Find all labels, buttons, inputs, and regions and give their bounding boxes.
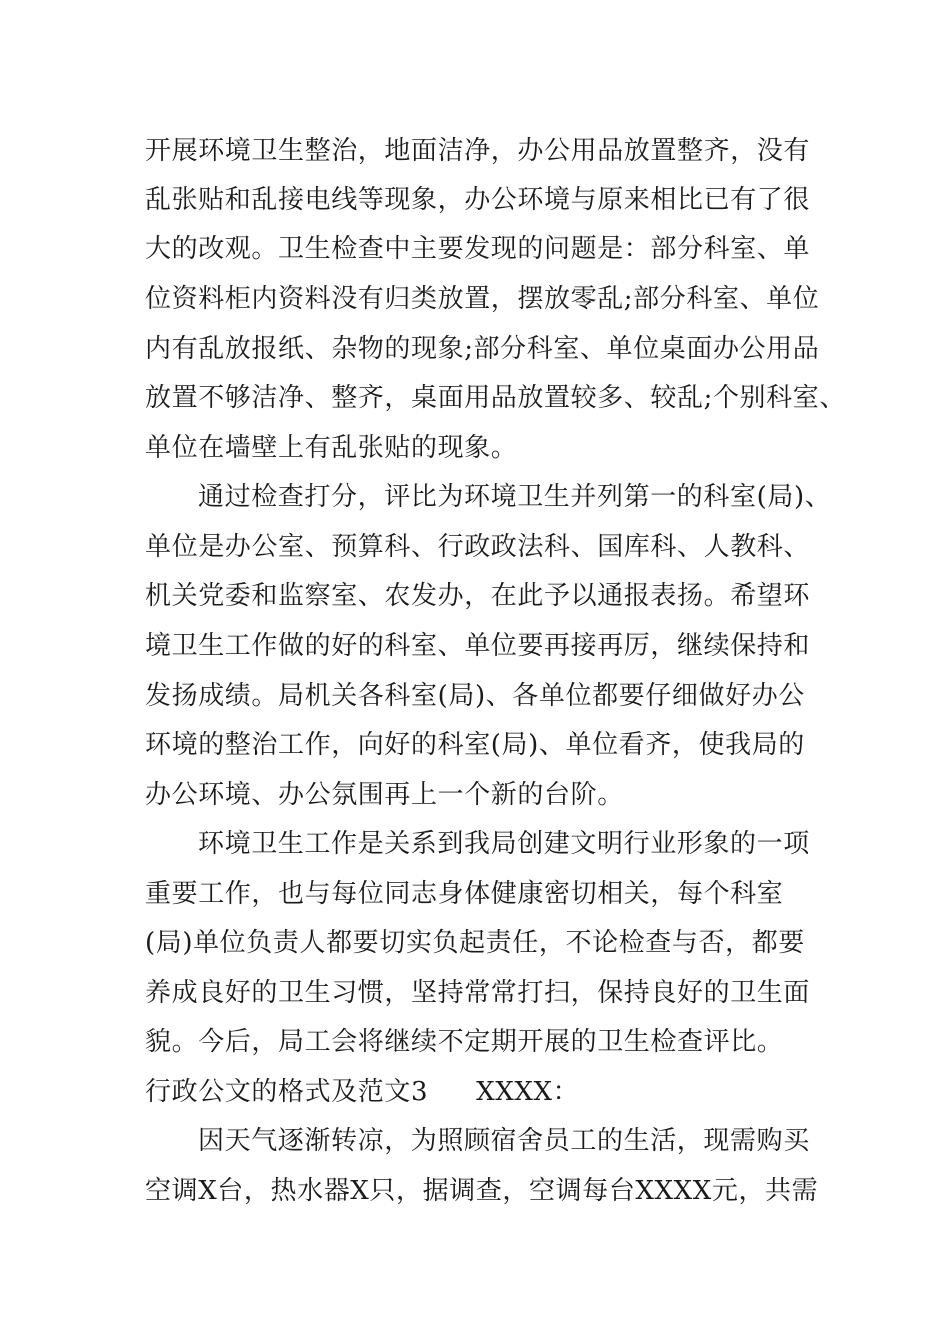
paragraph-line: 重要工作，也与每位同志身体健康密切相关，每个科室 bbox=[145, 879, 784, 909]
paragraph-line: 单位是办公室、预算科、行政政法科、国库科、人教科、 bbox=[145, 532, 811, 562]
paragraph-line: 通过检查打分，评比为环境卫生并列第一的科室(局)、 bbox=[198, 482, 832, 512]
heading-title: 行政公文的格式及范文3 bbox=[145, 1077, 429, 1107]
heading-salutation: XXXX： bbox=[476, 1077, 580, 1107]
paragraph-line: 开展环境卫生整治，地面洁净，办公用品放置整齐，没有 bbox=[145, 136, 811, 166]
paragraph-line: 貌。今后，局工会将继续不定期开展的卫生检查评比。 bbox=[145, 1027, 784, 1057]
paragraph-line: 大的改观。卫生检查中主要发现的问题是：部分科室、单 bbox=[145, 234, 811, 264]
paragraph-line: 因天气逐渐转凉，为照顾宿舍员工的生活，现需购买 bbox=[198, 1126, 810, 1156]
paragraph-line: 放置不够洁净、整齐，桌面用品放置较多、较乱;个别科室、 bbox=[145, 383, 846, 413]
paragraph-line: 境卫生工作做的好的科室、单位要再接再厉，继续保持和 bbox=[145, 631, 811, 661]
paragraph-line: 环境的整治工作，向好的科室(局)、单位看齐，使我局的 bbox=[145, 730, 805, 760]
paragraph-line: 养成良好的卫生习惯，坚持常常打扫，保持良好的卫生面 bbox=[145, 978, 811, 1008]
section-heading bbox=[145, 1076, 579, 1108]
paragraph-line: 乱张贴和乱接电线等现象，办公环境与原来相比已有了很 bbox=[145, 185, 811, 215]
paragraph-line: 位资料柜内资料没有归类放置，摆放零乱;部分科室、单位 bbox=[145, 284, 820, 314]
paragraph-line: 内有乱放报纸、杂物的现象;部分科室、单位桌面办公用品 bbox=[145, 334, 820, 364]
paragraph-line: 单位在墙壁上有乱张贴的现象。 bbox=[145, 433, 518, 463]
paragraph-line: 发扬成绩。局机关各科室(局)、各单位都要仔细做好办公 bbox=[145, 681, 805, 711]
paragraph-line: 空调X台，热水器X只，据调查，空调每台XXXX元，共需 bbox=[145, 1176, 819, 1206]
paragraph-line: 环境卫生工作是关系到我局创建文明行业形象的一项 bbox=[198, 829, 810, 859]
paragraph-line: 机关党委和监察室、农发办，在此予以通报表扬。希望环 bbox=[145, 581, 811, 611]
paragraph-line: (局)单位负责人都要切实负起责任，不论检查与否，都要 bbox=[145, 928, 805, 958]
paragraph-line: 办公环境、办公氛围再上一个新的台阶。 bbox=[145, 780, 624, 810]
